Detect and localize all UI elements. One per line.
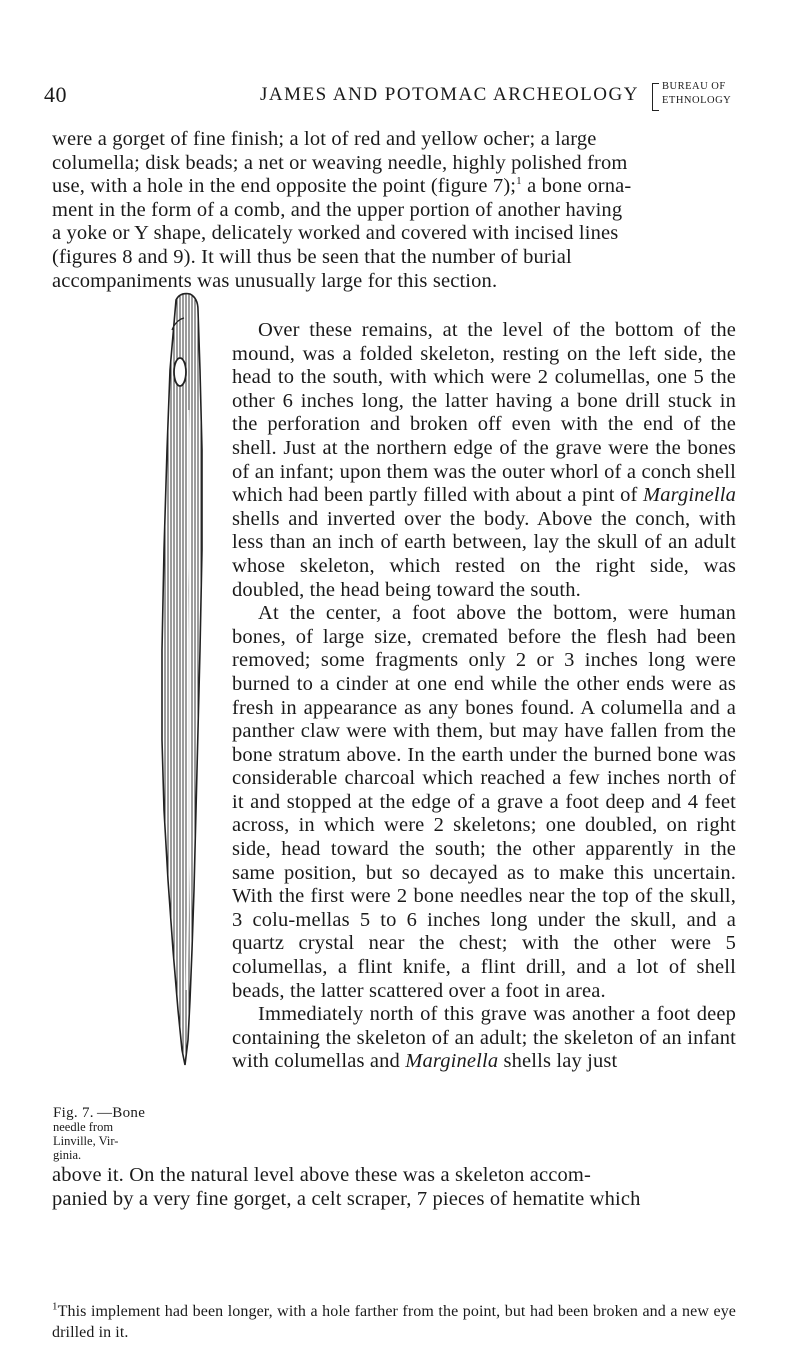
figure-caption-line: ginia.	[53, 1148, 82, 1162]
para1-line6: (figures 8 and 9). It will thus be seen that the number of burial	[52, 245, 572, 268]
paragraph-3: At the center, a foot above the bottom, were human bones, of large size, cremated before the flesh had been removed; some fragments only 2 or 3 inches long were burned to a cinder at one end while the other ends were as fresh in appearance as any bones found. A columella and a panther claw were with them, but may have fallen from the bone stratum above. In the earth under the burned bone was considerable charcoal which reached a few inches north of it and stopped at the edge of a grave a foot deep and 4 feet across, in which were 2 skeletons; one doubled, on right side, head toward the south; the other apparently in the same position, but so decayed as to make this uncertain. With the first were 2 bone needles near the top of the skull, 3 colu-mellas 5 to 6 inches long under the skull, and a quartz crystal near the chest; with the other were 5 columellas, a flint knife, a flint drill, and a lot of shell beads, the latter scattered over a foot in area.	[232, 602, 736, 1002]
para4-line-b: panied by a very fine gorget, a celt scraper, 7 pieces of hematite which	[52, 1187, 641, 1210]
bureau-tag-line1: BUREAU OF	[662, 81, 726, 92]
needle-shape	[162, 294, 202, 1065]
para4-line-a: above it. On the natural level above these was a skeleton accom-	[52, 1164, 591, 1186]
para1-line3: use, with a hole in the end opposite the point (figure 7);	[52, 175, 517, 198]
paragraph-4-continuation	[52, 1164, 736, 1211]
genus-name: Marginella	[643, 484, 736, 507]
footnote-text: This implement had been longer, with a hole farther from the point, but had been broken and a new eye drilled in it.	[52, 1303, 736, 1341]
figure-caption-title: —Bone	[97, 1105, 146, 1121]
para1-line5: a yoke or Y shape, delicately worked and covered with incised lines	[52, 222, 619, 245]
bureau-tag-line2: ETHNOLOGY	[662, 95, 732, 106]
para1-line3b: a bone orna-	[521, 175, 632, 198]
page-number: 40	[44, 82, 67, 107]
para1-line7: accompaniments was unusually large for this section.	[52, 269, 498, 292]
figure-caption	[53, 1106, 221, 1162]
running-title: JAMES AND POTOMAC ARCHEOLOGY	[260, 84, 639, 105]
paragraph-1	[52, 128, 736, 293]
paragraph-4: Immediately north of this grave was another a foot deep containing the skeleton of an adult; the skeleton of an infant with columellas and Marginella shells lay just	[232, 1003, 736, 1073]
figure-caption-line: needle from	[53, 1120, 114, 1134]
footnote	[52, 1301, 736, 1343]
figure-caption-line: Linville, Vir-	[53, 1134, 119, 1148]
bureau-tag	[652, 81, 756, 111]
footnote-reference: 1	[516, 175, 522, 188]
para1-line2: columella; disk beads; a net or weaving needle, highly polished from	[52, 151, 628, 174]
genus-name: Marginella	[405, 1050, 499, 1073]
para1-line4: ment in the form of a comb, and the upper portion of another having	[52, 198, 623, 221]
paragraph-2: Over these remains, at the level of the bottom of the mound, was a folded skeleton, resting on the left side, the head to the south, with which were 2 columellas, one 5 the other 6 inches long, the latter having a bone drill stuck in the perforation and broken off even with the end of the shell. Just at the northern edge of the grave were the bones of an infant; upon them was the outer whorl of a conch shell which had been partly filled with about a pint of Marginella shells and inverted over the body. Above the conch, with less than an inch of earth between, lay the skull of an adult whose skeleton, which rested on the right side, was doubled, the head being toward the south.	[232, 319, 736, 601]
figure-label: Fig. 7.	[53, 1105, 94, 1121]
wrapped-text-block	[232, 319, 736, 1074]
footnote-marker: 1	[52, 1300, 58, 1313]
para1-line1: were a gorget of fine finish; a lot of red and yellow ocher; a large	[52, 128, 597, 150]
running-header	[44, 82, 756, 116]
bracket-glyph	[652, 83, 659, 111]
needle-eye	[174, 358, 186, 386]
bone-needle-figure	[140, 290, 230, 1070]
